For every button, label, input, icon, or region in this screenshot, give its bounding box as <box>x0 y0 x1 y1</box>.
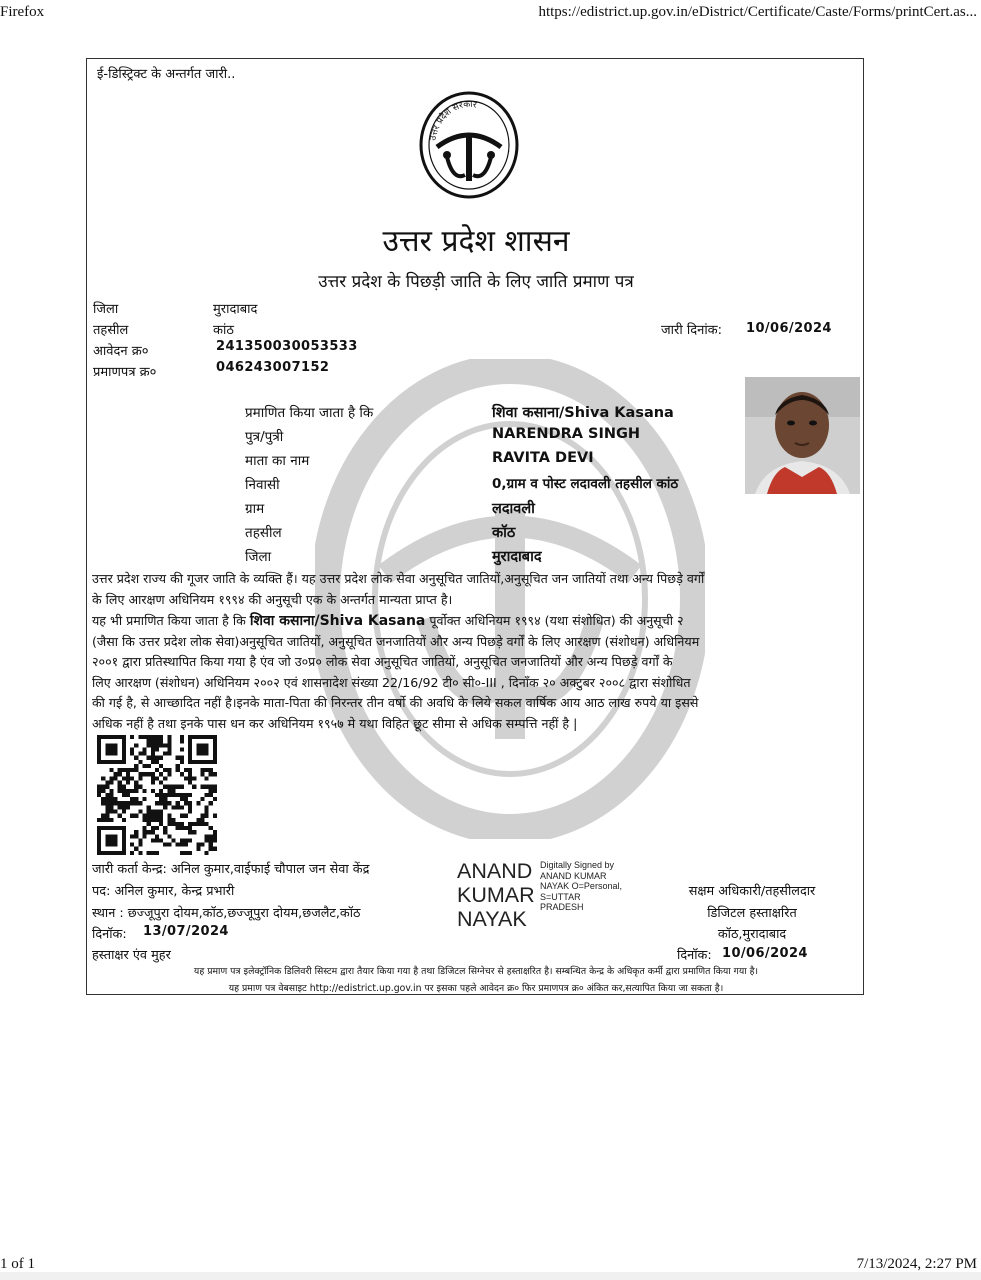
field-certificate-no-label: प्रमाणपत्र क्र० <box>93 365 157 380</box>
issuer-place: स्थान : छज्जूपुरा दोयम,कॉठ,छज्जूपुरा दोयम,छजलैट,कॉठ <box>92 906 361 921</box>
son-daughter-label: पुत्र/पुत्री <box>245 429 284 445</box>
disclaimer-line: यह प्रमाण पत्र इलेक्ट्रॉनिक डिलिवरी सिस्टम द्वारा तैयार किया गया है तथा डिजिटल सिग्नेचर से हस्ताक्षरित है। सम्बन्धित केन्द्र के अधिकृत कर्मी द्वारा प्रमाणित किया गया है। <box>193 966 759 977</box>
issuer-date-label: दिनॉक: <box>92 927 127 942</box>
field-application-no-label: आवेदन क्र० <box>93 344 149 359</box>
paragraph-line: (जैसा कि उत्तर प्रदेश लोक सेवा)अनुसूचित जातियों, अनुसूचित जनजातियों और अन्य पिछड़े वर्गों के लिए आरक्षण (संशोधन) अधिनियम <box>92 633 700 649</box>
verification-qr-code <box>97 735 217 855</box>
para2-prefix: यह भी प्रमाणित किया जाता है कि <box>92 613 250 628</box>
issuer-post: पद: अनिल कुमार, केन्द्र प्रभारी <box>92 884 235 899</box>
browser-app-name: Firefox <box>0 4 45 20</box>
applicant-photo <box>745 377 860 494</box>
authority-digitally-signed: डिजिटल हस्ताक्षरित <box>707 906 797 921</box>
authority-title: सक्षम अधिकारी/तहसीलदार <box>688 884 816 899</box>
up-government-emblem-icon <box>417 89 521 199</box>
issued-under-note: ई-डिस्ट्रिक्ट के अन्तर्गत जारी.. <box>97 67 236 82</box>
paragraph-line: अधिक नहीं है तथा इनके पास धन कर अधिनियम १९५७ मे यथा विहित छूट सीमा से अधिक सम्पत्ति नहीं है | <box>92 715 578 731</box>
village-label: ग्राम <box>245 501 265 517</box>
print-timestamp: 7/13/2024, 2:27 PM <box>856 1256 977 1272</box>
paragraph-line: की गई है, से आच्छादित नहीं है।इनके माता-पिता की निरन्तर तीन वर्षो की अवधि के लिये सकल वार्षिक आय आठ लाख रुपये या इससे <box>92 695 699 711</box>
field-district-value: मुरादाबाद <box>213 302 258 317</box>
field-tehsil-label: तहसील <box>93 323 129 338</box>
issue-date-value: 10/06/2024 <box>746 321 832 336</box>
signature-name-line: NAYAK <box>457 907 527 931</box>
field-tehsil-value: कांठ <box>213 323 234 338</box>
authority-place: कॉठ,मुरादाबाद <box>717 927 787 942</box>
authority-date-value: 10/06/2024 <box>722 946 808 961</box>
paragraph-line: के लिए आरक्षण अधिनियम १९९४ की अनुसूची एक के अन्तर्गत मान्यता प्राप्त है। <box>92 591 453 607</box>
digital-signature-name <box>457 859 535 931</box>
signature-detail-line: S=UTTAR <box>540 891 581 902</box>
para2-applicant-name: शिवा कसाना/Shiva Kasana <box>249 613 426 629</box>
issuing-center: जारी कर्ता केन्द्र: अनिल कुमार,वाईफाई चौपाल जन सेवा केंद्र <box>92 862 370 877</box>
tehsil-value: कॉठ <box>492 525 516 541</box>
resident-label: निवासी <box>245 477 280 493</box>
page-url: https://edistrict.up.gov.in/eDistrict/Certificate/Caste/Forms/printCert.as... <box>538 4 977 20</box>
signature-name-line: ANAND <box>457 859 533 883</box>
paragraph-line: लिए आरक्षण (संशोधन) अधिनियम २००२ एवं शासनादेश संख्या 22/16/92 टी० सी०-III , दिनाँक २० अक्टुबर २००८ द्वारा संशोधित <box>92 674 691 690</box>
field-district-label: जिला <box>93 302 119 317</box>
mother-name-value: RAVITA DEVI <box>492 450 594 466</box>
district-label: जिला <box>245 549 272 565</box>
page-count: 1 of 1 <box>0 1256 35 1272</box>
digital-signature-details <box>540 860 622 913</box>
certification-paragraph <box>92 611 699 735</box>
signature-detail-line: NAYAK O=Personal, <box>540 881 622 891</box>
district-value: मुरादाबाद <box>492 549 542 565</box>
signature-detail-line: Digitally Signed by <box>540 860 615 870</box>
signature-detail-line: ANAND KUMAR <box>540 870 607 881</box>
resident-value: 0,ग्राम व पोस्ट लदावली तहसील कांठ <box>492 476 679 492</box>
para2-suffix: पूर्वोक्त अधिनियम १९९४ (यथा संशोधित) की अनुसूची २ <box>425 613 684 628</box>
signature-detail-line: PRADESH <box>540 902 584 912</box>
paragraph-line <box>92 611 699 632</box>
paragraph-line: २००१ द्वारा प्रतिस्थापित किया गया है एंव जो उ०प्र० लोक सेवा अनुसूचित जातियों, अनुसूचित जनजातियों और अन्य पिछड़े वर्गों के <box>92 654 673 670</box>
field-application-no-value: 241350030053533 <box>216 339 358 354</box>
authority-date-label: दिनॉक: <box>677 948 712 963</box>
certified-that-label: प्रमाणित किया जाता है कि <box>245 405 374 421</box>
tehsil-label: तहसील <box>245 525 282 541</box>
issue-date-label: जारी दिनांक: <box>661 323 723 338</box>
certificate-title: उत्तर प्रदेश शासन <box>382 224 570 259</box>
caste-certificate <box>86 58 864 995</box>
paragraph-line: उत्तर प्रदेश राज्य की गूजर जाति के व्यक्ति हैं। यह उत्तर प्रदेश लोक सेवा अनुसूचित जातियों,अनुसूचित जन जातियों तथा अन्य पिछड़े वर्गों <box>92 571 705 586</box>
applicant-name-value: शिवा कसाना/Shiva Kasana <box>492 405 674 421</box>
issuer-date-value: 13/07/2024 <box>143 924 229 939</box>
disclaimer-line: यह प्रमाण पत्र वेबसाइट http://edistrict.up.gov.in पर इसका पहले आवेदन क्र० फिर प्रमाणपत्र क्र० अंकित कर,सत्यापित किया जा सकता है। <box>228 983 724 994</box>
certificate-subtitle: उत्तर प्रदेश के पिछड़ी जाति के लिए जाति प्रमाण पत्र <box>318 272 634 292</box>
sign-and-seal: हस्ताक्षर एंव मुहर <box>92 948 171 963</box>
bottom-strip <box>0 1272 981 1280</box>
signature-name-line: KUMAR <box>457 883 535 907</box>
father-name-value: NARENDRA SINGH <box>492 426 641 442</box>
village-value: लदावली <box>492 501 535 517</box>
caste-statement-paragraph <box>92 569 704 610</box>
field-certificate-no-value: 046243007152 <box>216 360 330 375</box>
emblem-text: उत्तर प्रदेश सरकार <box>428 99 478 142</box>
mother-name-label: माता का नाम <box>245 453 310 469</box>
